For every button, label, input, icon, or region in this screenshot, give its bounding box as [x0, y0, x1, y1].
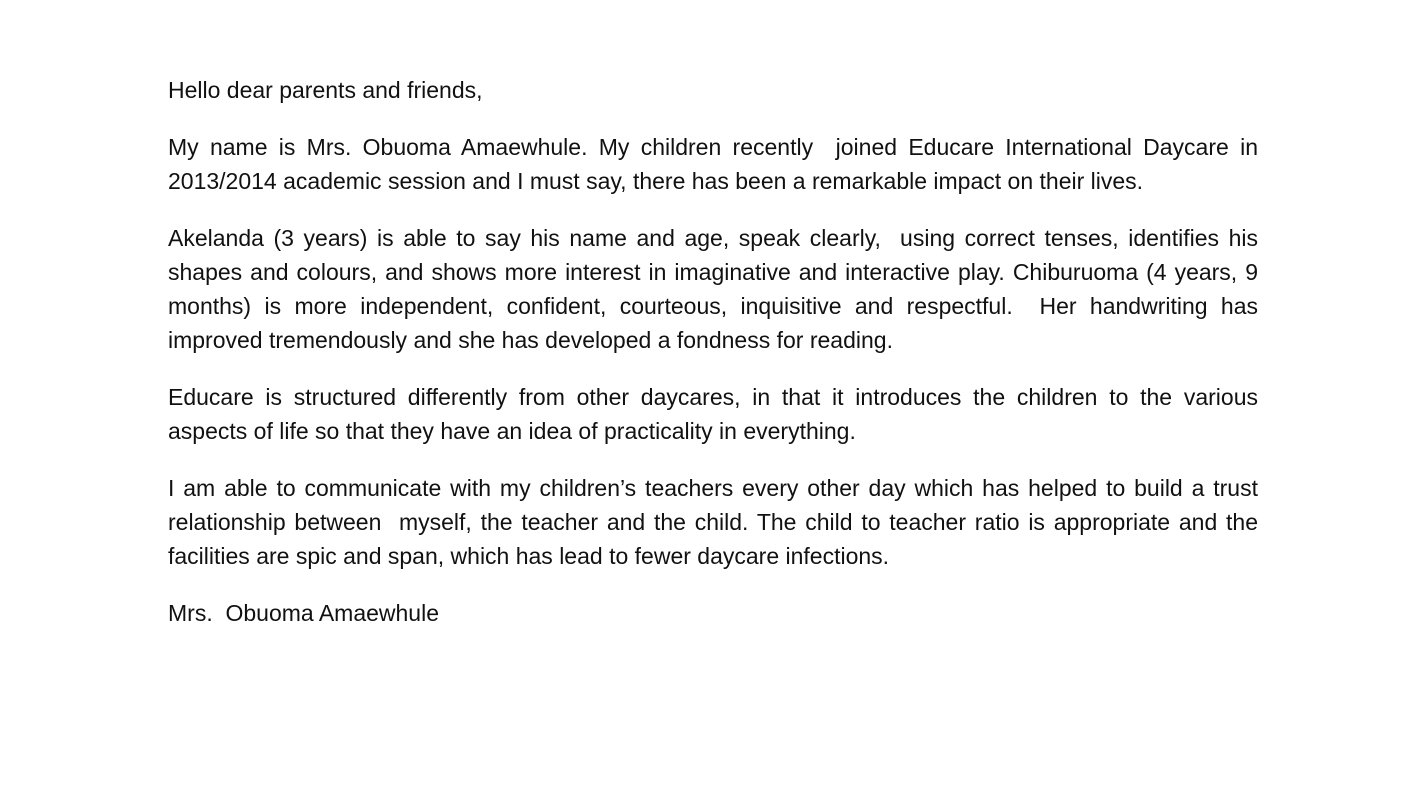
- paragraph-communication: I am able to communicate with my children’s teachers every other day which has helped to build a trust relationship between myself, the teacher and the child. The child to teacher ratio is appropriate and the facilities are spic and span, which has lead to fewer daycare infections.: [168, 475, 1265, 569]
- greeting: Hello dear parents and friends,: [168, 77, 483, 103]
- letter-page: [168, 73, 1265, 653]
- paragraph-daycare-structure: Educare is structured differently from other daycares, in that it introduces the children to the various aspects of life so that they have an idea of practicality in everything.: [168, 384, 1265, 444]
- signature: Mrs. Obuoma Amaewhule: [168, 600, 440, 626]
- paragraph-children-progress: Akelanda (3 years) is able to say his name and age, speak clearly, using correct tenses, identifies his shapes and colours, and shows more interest in imaginative and interactive play. Chiburuoma (4 years, 9 months) is more independent, confident, courteous, inquisitive and respectful. Her handwriting has improved tremendously and she has developed a fondness for reading.: [168, 225, 1265, 353]
- paragraph-introduction: My name is Mrs. Obuoma Amaewhule. My children recently joined Educare International Daycare in 2013/2014 academic session and I must say, there has been a remarkable impact on their lives.: [168, 134, 1265, 194]
